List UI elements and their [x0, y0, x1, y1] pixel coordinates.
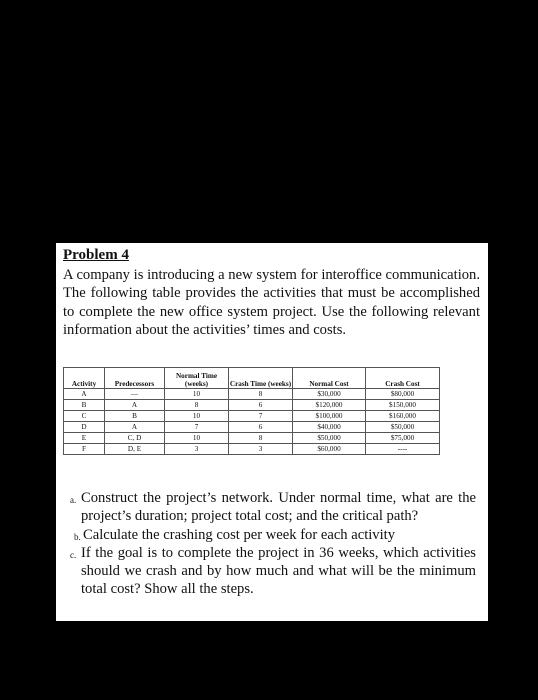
table-row — [64, 422, 440, 433]
table-cell: $160,000 — [366, 411, 440, 422]
table-row — [64, 433, 440, 444]
table-cell: $30,000 — [293, 389, 366, 400]
table-cell: $120,000 — [293, 400, 366, 411]
table-cell: 7 — [229, 411, 293, 422]
table-cell: 10 — [165, 433, 229, 444]
table-cell: 10 — [165, 389, 229, 400]
table-cell: — — [105, 389, 165, 400]
part-marker: b. — [74, 531, 81, 542]
table-row — [64, 411, 440, 422]
table-cell: 7 — [165, 422, 229, 433]
part-text: If the goal is to complete the project in 36 weeks, which activities should we crash and by how much and what will be the minimum total cost? Show all the steps. — [81, 544, 476, 598]
problem-intro: A company is introducing a new system for interoffice communication. The following table provides the activities that must be accomplished to complete the new office system project. Use the following relevant information about the activities’ times and costs. — [63, 267, 480, 338]
table-cell: C, D — [105, 433, 165, 444]
part-text: Calculate the crashing cost per week for each activity — [83, 526, 396, 543]
problem-document — [56, 243, 488, 621]
table-cell: 10 — [165, 411, 229, 422]
table-header-row — [64, 368, 440, 389]
table-cell: 8 — [229, 389, 293, 400]
header-crash-time: Crash Time (weeks) — [229, 368, 293, 389]
header-activity: Activity — [64, 368, 105, 389]
table-cell: $40,000 — [293, 422, 366, 433]
table-cell: A — [105, 400, 165, 411]
table-cell: D, E — [105, 444, 165, 455]
table-cell: $80,000 — [366, 389, 440, 400]
activity-table — [63, 367, 440, 455]
table-cell: ---- — [366, 444, 440, 455]
table-cell: F — [64, 444, 105, 455]
question-part — [56, 544, 476, 599]
question-parts — [56, 489, 488, 599]
table-row — [64, 389, 440, 400]
question-part — [56, 526, 478, 544]
table-cell: $150,000 — [366, 400, 440, 411]
table-cell: A — [105, 422, 165, 433]
table-cell: 8 — [229, 433, 293, 444]
part-marker: c. — [70, 549, 77, 560]
table-cell: D — [64, 422, 105, 433]
table-cell: $60,000 — [293, 444, 366, 455]
part-text: Construct the project’s network. Under normal time, what are the project’s duration; project total cost; and the critical path? — [81, 490, 476, 525]
table-cell: 3 — [229, 444, 293, 455]
question-part — [56, 489, 476, 526]
table-row — [64, 400, 440, 411]
header-crash-cost: Crash Cost — [366, 368, 440, 389]
table-cell: 6 — [229, 422, 293, 433]
table-cell: $75,000 — [366, 433, 440, 444]
table-cell: $50,000 — [293, 433, 366, 444]
table-cell: 3 — [165, 444, 229, 455]
table-cell: 8 — [165, 400, 229, 411]
table-cell: A — [64, 389, 105, 400]
header-normal-cost: Normal Cost — [293, 368, 366, 389]
table-cell: C — [64, 411, 105, 422]
table-cell: B — [105, 411, 165, 422]
table-cell: E — [64, 433, 105, 444]
header-predecessors: Predecessors — [105, 368, 165, 389]
part-marker: a. — [70, 495, 77, 505]
header-normal-time: Normal Time (weeks) — [165, 368, 229, 389]
table-cell: $100,000 — [293, 411, 366, 422]
table-body — [64, 389, 440, 455]
table-cell: 6 — [229, 400, 293, 411]
problem-title: Problem 4 — [63, 247, 129, 263]
activity-table-container — [63, 365, 439, 457]
table-cell: $50,000 — [366, 422, 440, 433]
table-row — [64, 444, 440, 455]
table-cell: B — [64, 400, 105, 411]
